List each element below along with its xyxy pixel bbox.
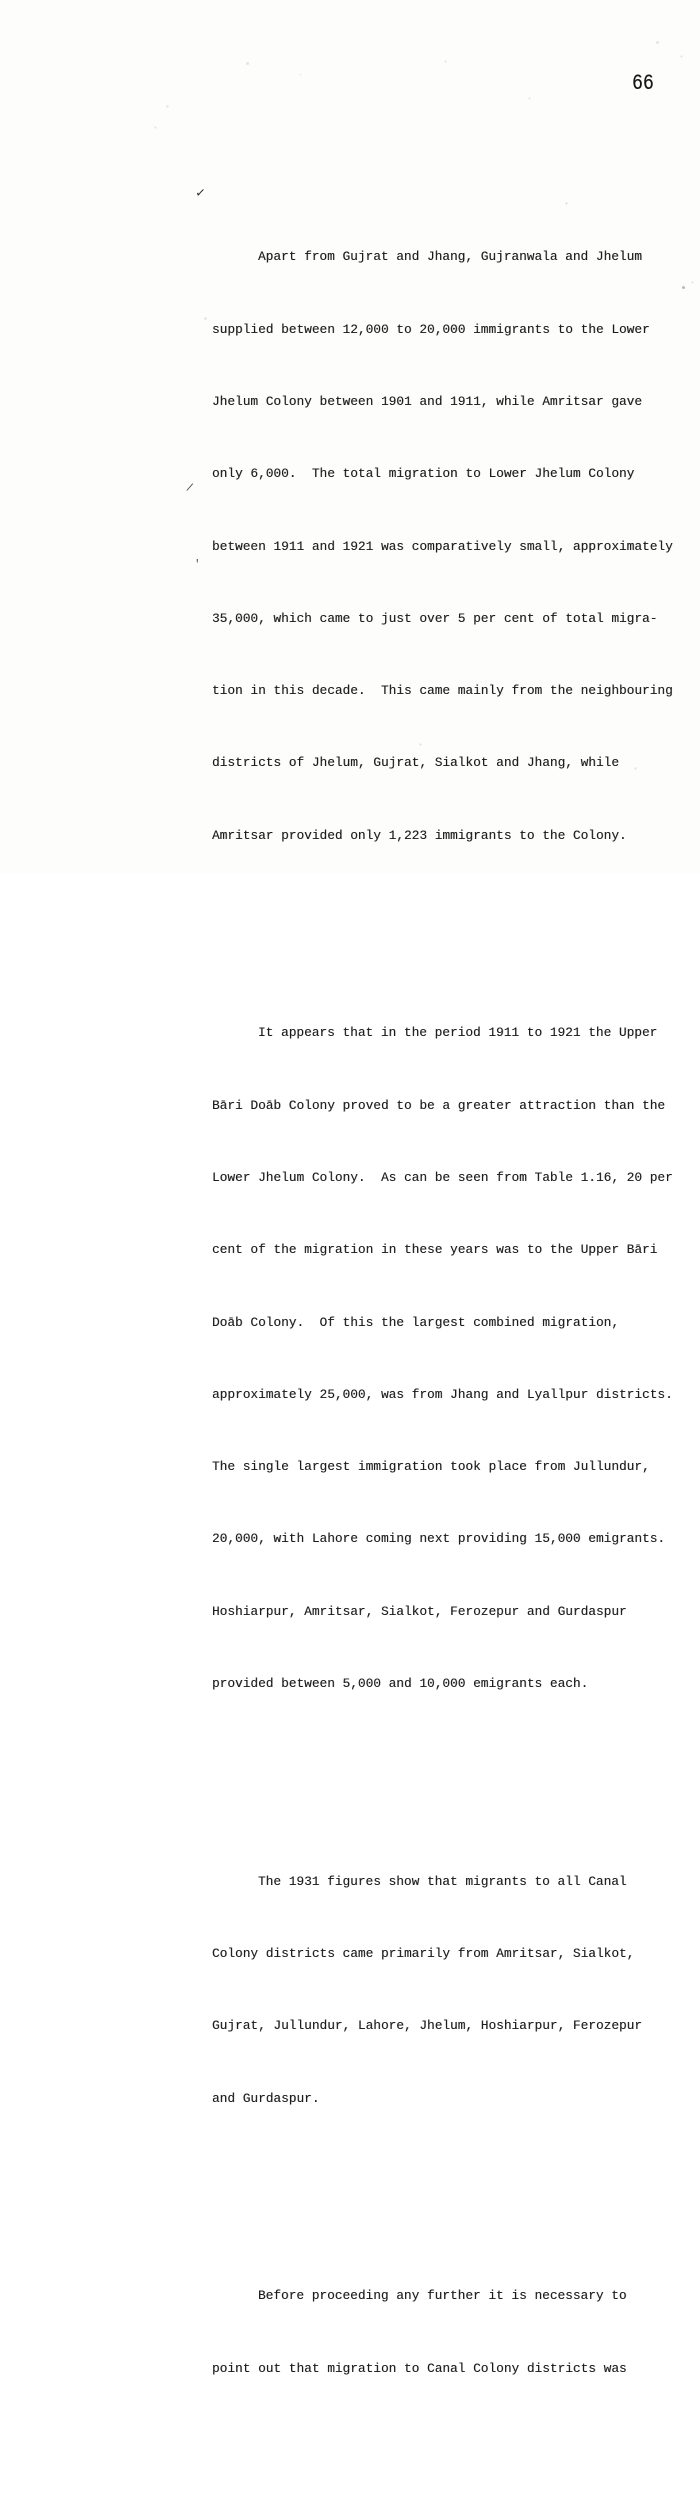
scan-speckles <box>0 0 1 1</box>
margin-slash-mark: / <box>184 482 194 496</box>
margin-tick-mark: ' <box>194 559 201 571</box>
text-line: approximately 25,000, was from Jhang and Lyallpur districts. <box>212 1386 673 1402</box>
margin-checkmark: ✓ <box>195 185 206 203</box>
page-number: 66 <box>632 71 654 96</box>
text-line: 20,000, with Lahore coming next providing 15,000 emigrants. <box>212 1531 666 1547</box>
text-line: Hoshiarpur, Amritsar, Sialkot, Ferozepur and Gurdaspur <box>212 1603 627 1619</box>
text-line: point out that migration to Canal Colony districts was <box>212 2360 627 2376</box>
text-line: Colony districts came primarily from Amritsar, Sialkot, <box>212 1946 635 1962</box>
text-line: tion in this decade. This came mainly from the neighbouring <box>212 683 673 699</box>
text-line: districts of Jhelum, Gujrat, Sialkot and Jhang, while <box>212 755 620 771</box>
text-line: 35,000, which came to just over 5 per cent of total migra- <box>212 610 658 626</box>
text-line: Jhelum Colony between 1901 and 1911, while Amritsar gave <box>212 394 643 410</box>
typewritten-text <box>212 125 698 2501</box>
text-line: Before proceeding any further it is necessary to <box>258 2288 627 2304</box>
text-line: supplied between 12,000 to 20,000 immigrants to the Lower <box>212 321 650 337</box>
text-line: Bāri Doāb Colony proved to be a greater attraction than the <box>212 1097 666 1113</box>
text-line: and Gurdaspur. <box>212 2090 320 2106</box>
text-line: only 6,000. The total migration to Lower Jhelum Colony <box>212 466 635 482</box>
text-line: It appears that in the period 1911 to 1921 the Upper <box>258 1025 658 1041</box>
text-line: The single largest immigration took place from Jullundur, <box>212 1459 650 1475</box>
text-line: between 1911 and 1921 was comparatively small, approximately <box>212 538 673 554</box>
text-line: Gujrat, Jullundur, Lahore, Jhelum, Hoshiarpur, Ferozepur <box>212 2018 643 2034</box>
text-line: cent of the migration in these years was to the Upper Bāri <box>212 1242 658 1258</box>
text-line: Apart from Gujrat and Jhang, Gujranwala and Jhelum <box>258 249 642 265</box>
text-line: Lower Jhelum Colony. As can be seen from Table 1.16, 20 per <box>212 1170 673 1186</box>
text-line: Amritsar provided only 1,223 immigrants to the Colony. <box>212 827 627 843</box>
paragraph-2 <box>212 973 698 1744</box>
paragraph-1 <box>212 197 698 896</box>
paragraph-4 <box>212 2236 698 2429</box>
text-line: provided between 5,000 and 10,000 emigrants each. <box>212 1676 589 1691</box>
paragraph-3 <box>212 1822 698 2159</box>
text-line: The 1931 figures show that migrants to all Canal <box>258 1873 627 1889</box>
text-line: Doāb Colony. Of this the largest combined migration, <box>212 1314 620 1330</box>
